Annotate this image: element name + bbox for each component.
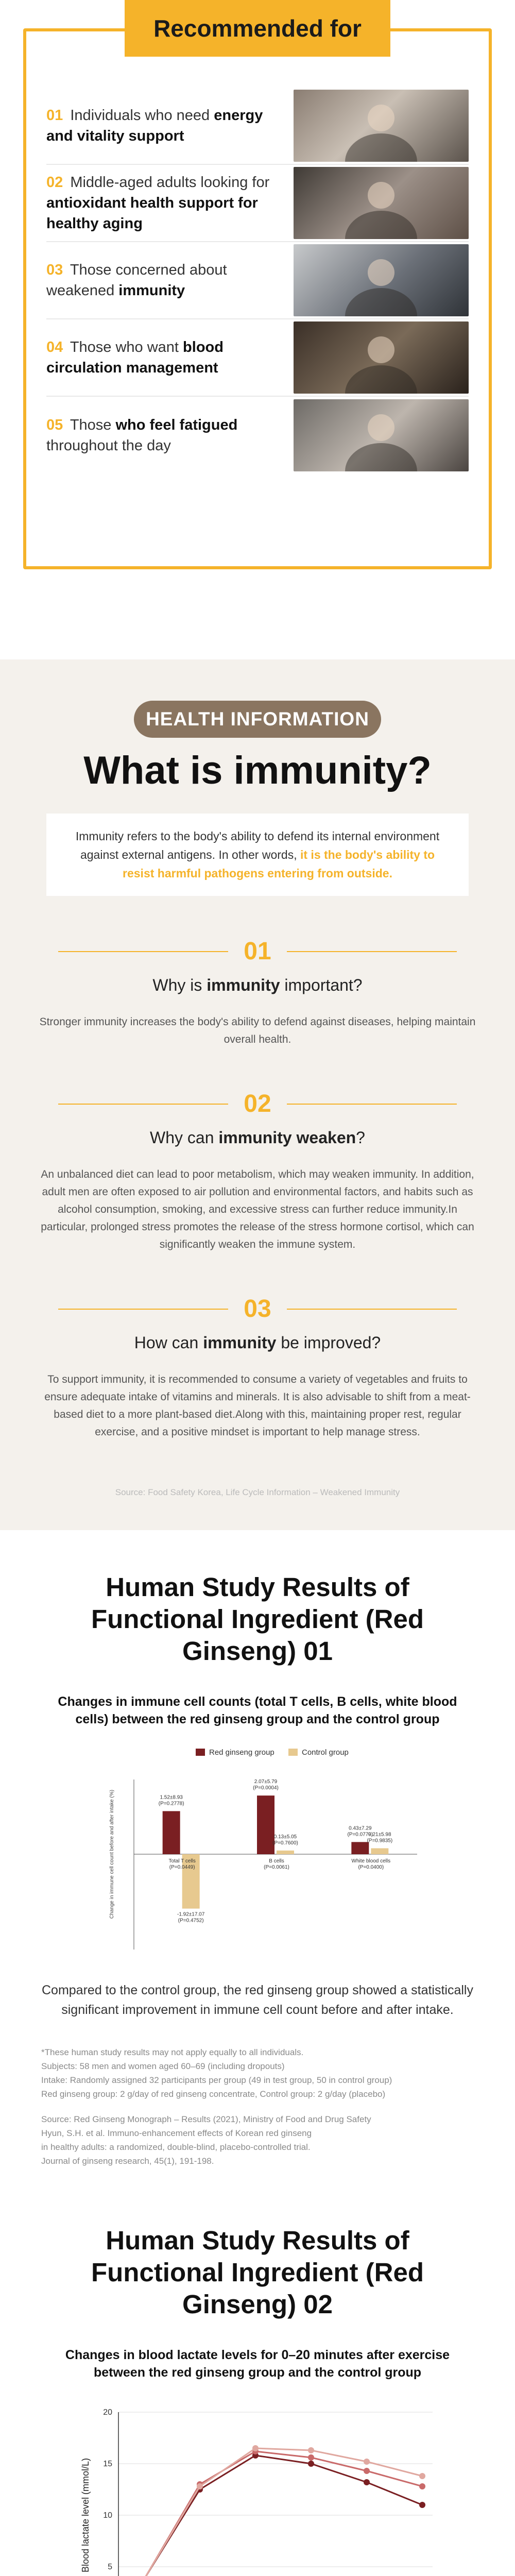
faq-question-post: be improved?: [276, 1333, 381, 1352]
category-label: (P=0.0449): [169, 1865, 195, 1870]
faq-number-row: [0, 937, 515, 965]
immunity-intro: [46, 814, 469, 896]
study-2-section: [0, 2168, 515, 2576]
legend-swatch: [196, 1749, 205, 1756]
recommended-item-number: 04: [46, 339, 63, 355]
note-line: Intake: Randomly assigned 32 participants per group (49 in test group, 50 in control group): [41, 2075, 392, 2085]
person-silhouette-icon: [294, 321, 469, 394]
person-silhouette-icon: [294, 244, 469, 316]
recommended-item-bold: blood circulation management: [46, 339, 224, 376]
recommended-item-number: 05: [46, 417, 63, 433]
recommended-item-text: [46, 337, 278, 378]
faq-question-bold: immunity: [203, 1333, 277, 1352]
divider: [58, 1104, 228, 1105]
y-tick-label: 20: [103, 2408, 112, 2417]
immunity-section: [0, 659, 515, 1530]
recommended-item-text: [46, 105, 278, 146]
divider: [58, 1309, 228, 1310]
legend-label: Red ginseng group: [209, 1748, 274, 1757]
recommended-item-pre: Those concerned about weakened: [46, 262, 227, 299]
series-line: [144, 2455, 422, 2576]
y-tick-label: 10: [103, 2511, 112, 2520]
bar: [163, 1811, 180, 1854]
recommended-item-photo: [294, 321, 469, 394]
recommended-item: [46, 242, 469, 319]
intro-highlight: it is the body's ability to resist harmful pathogens entering from outside.: [123, 848, 435, 880]
faq-question-bold: immunity weaken: [218, 1128, 356, 1147]
data-point: [197, 2483, 203, 2489]
study-1-notes: [41, 2045, 474, 2168]
faq-question: [0, 1128, 515, 1147]
category-label: White blood cells: [351, 1858, 391, 1864]
faq-number-row: [0, 1090, 515, 1118]
faq-question-pre: Why is: [152, 976, 207, 994]
faq-question-post: important?: [280, 976, 363, 994]
bar-value-label: 0.43±7.29: [349, 1825, 372, 1832]
immunity-title: What is immunity?: [83, 749, 432, 792]
study-2-subtitle: Changes in blood lactate levels for 0–20 minutes after exercise between the red ginseng group and the control group: [65, 2348, 450, 2380]
recommended-title: Recommended for: [125, 0, 390, 57]
immunity-source: Source: Food Safety Korea, Life Cycle Information – Weakened Immunity: [115, 1487, 400, 1497]
study-1-title: Human Study Results of Functional Ingredient (Red Ginseng) 01: [91, 1572, 424, 1666]
study-1-subtitle: Changes in immune cell counts (total T cells, B cells, white blood cells) between the red ginseng group and the control group: [58, 1694, 457, 1726]
study-1-summary: Compared to the control group, the red ginseng group showed a statistically significant improvement in immune cell count before and after intake.: [42, 1983, 473, 2017]
data-point: [308, 2447, 314, 2453]
data-point: [364, 2479, 370, 2485]
recommended-item-post: throughout the day: [46, 437, 171, 454]
recommended-item-number: 02: [46, 174, 63, 191]
health-info-badge: HEALTH INFORMATION: [134, 701, 381, 738]
recommended-item-bold: immunity: [118, 282, 185, 299]
recommended-item-text: [46, 172, 278, 234]
faq-number: 02: [244, 1090, 271, 1117]
recommended-item-number: 03: [46, 262, 63, 278]
y-axis-label: Blood lactate level (mmol/L): [80, 2458, 91, 2573]
bar: [277, 1851, 294, 1854]
divider: [287, 1104, 457, 1105]
recommended-item-text: [46, 260, 278, 301]
intro-text: Immunity refers to the body's ability to defend its internal environment against external antigens. In other words,: [75, 829, 440, 861]
bar: [351, 1842, 369, 1854]
immunity-faq-item: [0, 937, 515, 1048]
recommended-item: [46, 397, 469, 474]
data-point: [308, 2461, 314, 2467]
faq-question-pre: Why can: [150, 1128, 219, 1147]
recommended-item-bold: energy and vitality support: [46, 107, 263, 144]
recommended-item-photo: [294, 244, 469, 316]
divider: [58, 951, 228, 952]
bar-value-label: (P=0.0779): [347, 1832, 373, 1838]
faq-question-bold: immunity: [207, 976, 280, 994]
data-point: [419, 2502, 425, 2508]
bar-value-label: (P=0.0004): [253, 1785, 279, 1791]
note-line: Subjects: 58 men and women aged 60–69 (including dropouts): [41, 2061, 285, 2071]
bar-value-label: (P=0.9835): [367, 1838, 393, 1844]
data-point: [308, 2454, 314, 2461]
recommended-list: [46, 88, 469, 474]
recommended-item-pre: Middle-aged adults looking for: [70, 174, 270, 191]
note-line: Red ginseng group: 2 g/day of red ginseng concentrate, Control group: 2 g/day (placebo): [41, 2089, 386, 2099]
recommended-item-photo: [294, 167, 469, 239]
study-1-section: [0, 1530, 515, 2168]
category-label: (P=0.0061): [264, 1865, 289, 1870]
recommended-item-number: 01: [46, 107, 63, 124]
data-point: [419, 2473, 425, 2479]
legend-swatch: [288, 1749, 298, 1756]
y-axis-label: Change in immune cell count before and after intake (%): [109, 1789, 115, 1919]
faq-answer: To support immunity, it is recommended to consume a variety of vegetables and fruits to ensure adequate intake of vitamins and minerals. It is also advisable to shift from a meat-based diet to a more plant-based diet.Along with this, maintaining proper rest, regular exercise, and a positive mindset is important to help manage stress.: [44, 1374, 471, 1438]
bar-value-label: 0.13±5.05: [273, 1834, 297, 1840]
recommended-item-pre: Individuals who need: [70, 107, 214, 124]
note-line: Hyun, S.H. et al. Immuno-enhancement effects of Korean red ginseng: [41, 2128, 312, 2138]
faq-number: 03: [244, 1295, 271, 1323]
recommended-item-text: [46, 415, 278, 456]
bar-value-label: (P=0.4752): [178, 1918, 204, 1924]
recommended-item-photo: [294, 90, 469, 162]
note-line: *These human study results may not apply equally to all individuals.: [41, 2047, 304, 2057]
data-point: [252, 2445, 259, 2451]
data-point: [419, 2483, 425, 2489]
recommended-section: [0, 0, 515, 659]
faq-question-post: ?: [356, 1128, 365, 1147]
series-line: [144, 2451, 422, 2576]
bar-value-label: 2.07±5.79: [254, 1779, 278, 1785]
y-tick-label: 5: [108, 2563, 112, 2571]
category-label: B cells: [269, 1858, 284, 1864]
divider: [287, 951, 457, 952]
immune-cell-bar-chart: [77, 1743, 438, 1965]
bar: [257, 1795, 274, 1854]
person-silhouette-icon: [294, 399, 469, 471]
note-line: [41, 2101, 474, 2112]
bar-value-label: (P=0.7600): [272, 1840, 298, 1846]
recommended-item-pre: Those: [70, 417, 116, 433]
recommended-item-photo: [294, 399, 469, 471]
recommended-item: [46, 319, 469, 397]
recommended-item-bold: antioxidant health support for healthy aging: [46, 195, 258, 232]
immunity-faq-item: [0, 1295, 515, 1441]
data-point: [364, 2468, 370, 2474]
immunity-faq-item: [0, 1090, 515, 1253]
bar: [371, 1848, 388, 1854]
bar-value-label: 0.21±5.98: [368, 1832, 391, 1838]
faq-number: 01: [244, 938, 271, 965]
category-label: Total T cells: [168, 1858, 196, 1864]
study-2-title: Human Study Results of Functional Ingredient (Red Ginseng) 02: [91, 2226, 424, 2319]
faq-question-pre: How can: [134, 1333, 203, 1352]
faq-question: [0, 976, 515, 995]
person-silhouette-icon: [294, 90, 469, 162]
bar-value-label: -1.92±17.07: [177, 1911, 205, 1918]
blood-lactate-line-chart: [62, 2397, 453, 2576]
bar-value-label: 1.52±8.93: [160, 1794, 183, 1801]
recommended-item: [46, 88, 469, 165]
recommended-item: [46, 165, 469, 242]
legend-label: Control group: [302, 1748, 349, 1757]
note-line: Source: Red Ginseng Monograph – Results (2021), Ministry of Food and Drug Safety: [41, 2114, 371, 2124]
bar-value-label: (P=0.2778): [158, 1801, 184, 1807]
divider: [287, 1309, 457, 1310]
note-line: Journal of ginseng research, 45(1), 191-198.: [41, 2156, 214, 2166]
category-label: (P=0.0400): [358, 1865, 384, 1870]
faq-answer: An unbalanced diet can lead to poor metabolism, which may weaken immunity. In addition, adult men are often exposed to air pollution and environmental factors, and habits such as alcohol consumption, smoking, and excessive stress can further reduce immunity.In particular, prolonged stress promotes the release of the stress hormone cortisol, which can significantly weaken the immune system.: [41, 1168, 474, 1250]
immunity-faq: [0, 937, 515, 1441]
y-tick-label: 15: [103, 2460, 112, 2468]
recommended-item-pre: Those who want: [70, 339, 183, 355]
faq-number-row: [0, 1295, 515, 1323]
data-point: [364, 2459, 370, 2465]
faq-answer: Stronger immunity increases the body's ability to defend against diseases, helping maintain overall health.: [39, 1016, 476, 1045]
faq-question: [0, 1333, 515, 1352]
person-silhouette-icon: [294, 167, 469, 239]
recommended-item-bold: who feel fatigued: [115, 417, 238, 433]
note-line: in healthy adults: a randomized, double-blind, placebo-controlled trial.: [41, 2142, 311, 2152]
